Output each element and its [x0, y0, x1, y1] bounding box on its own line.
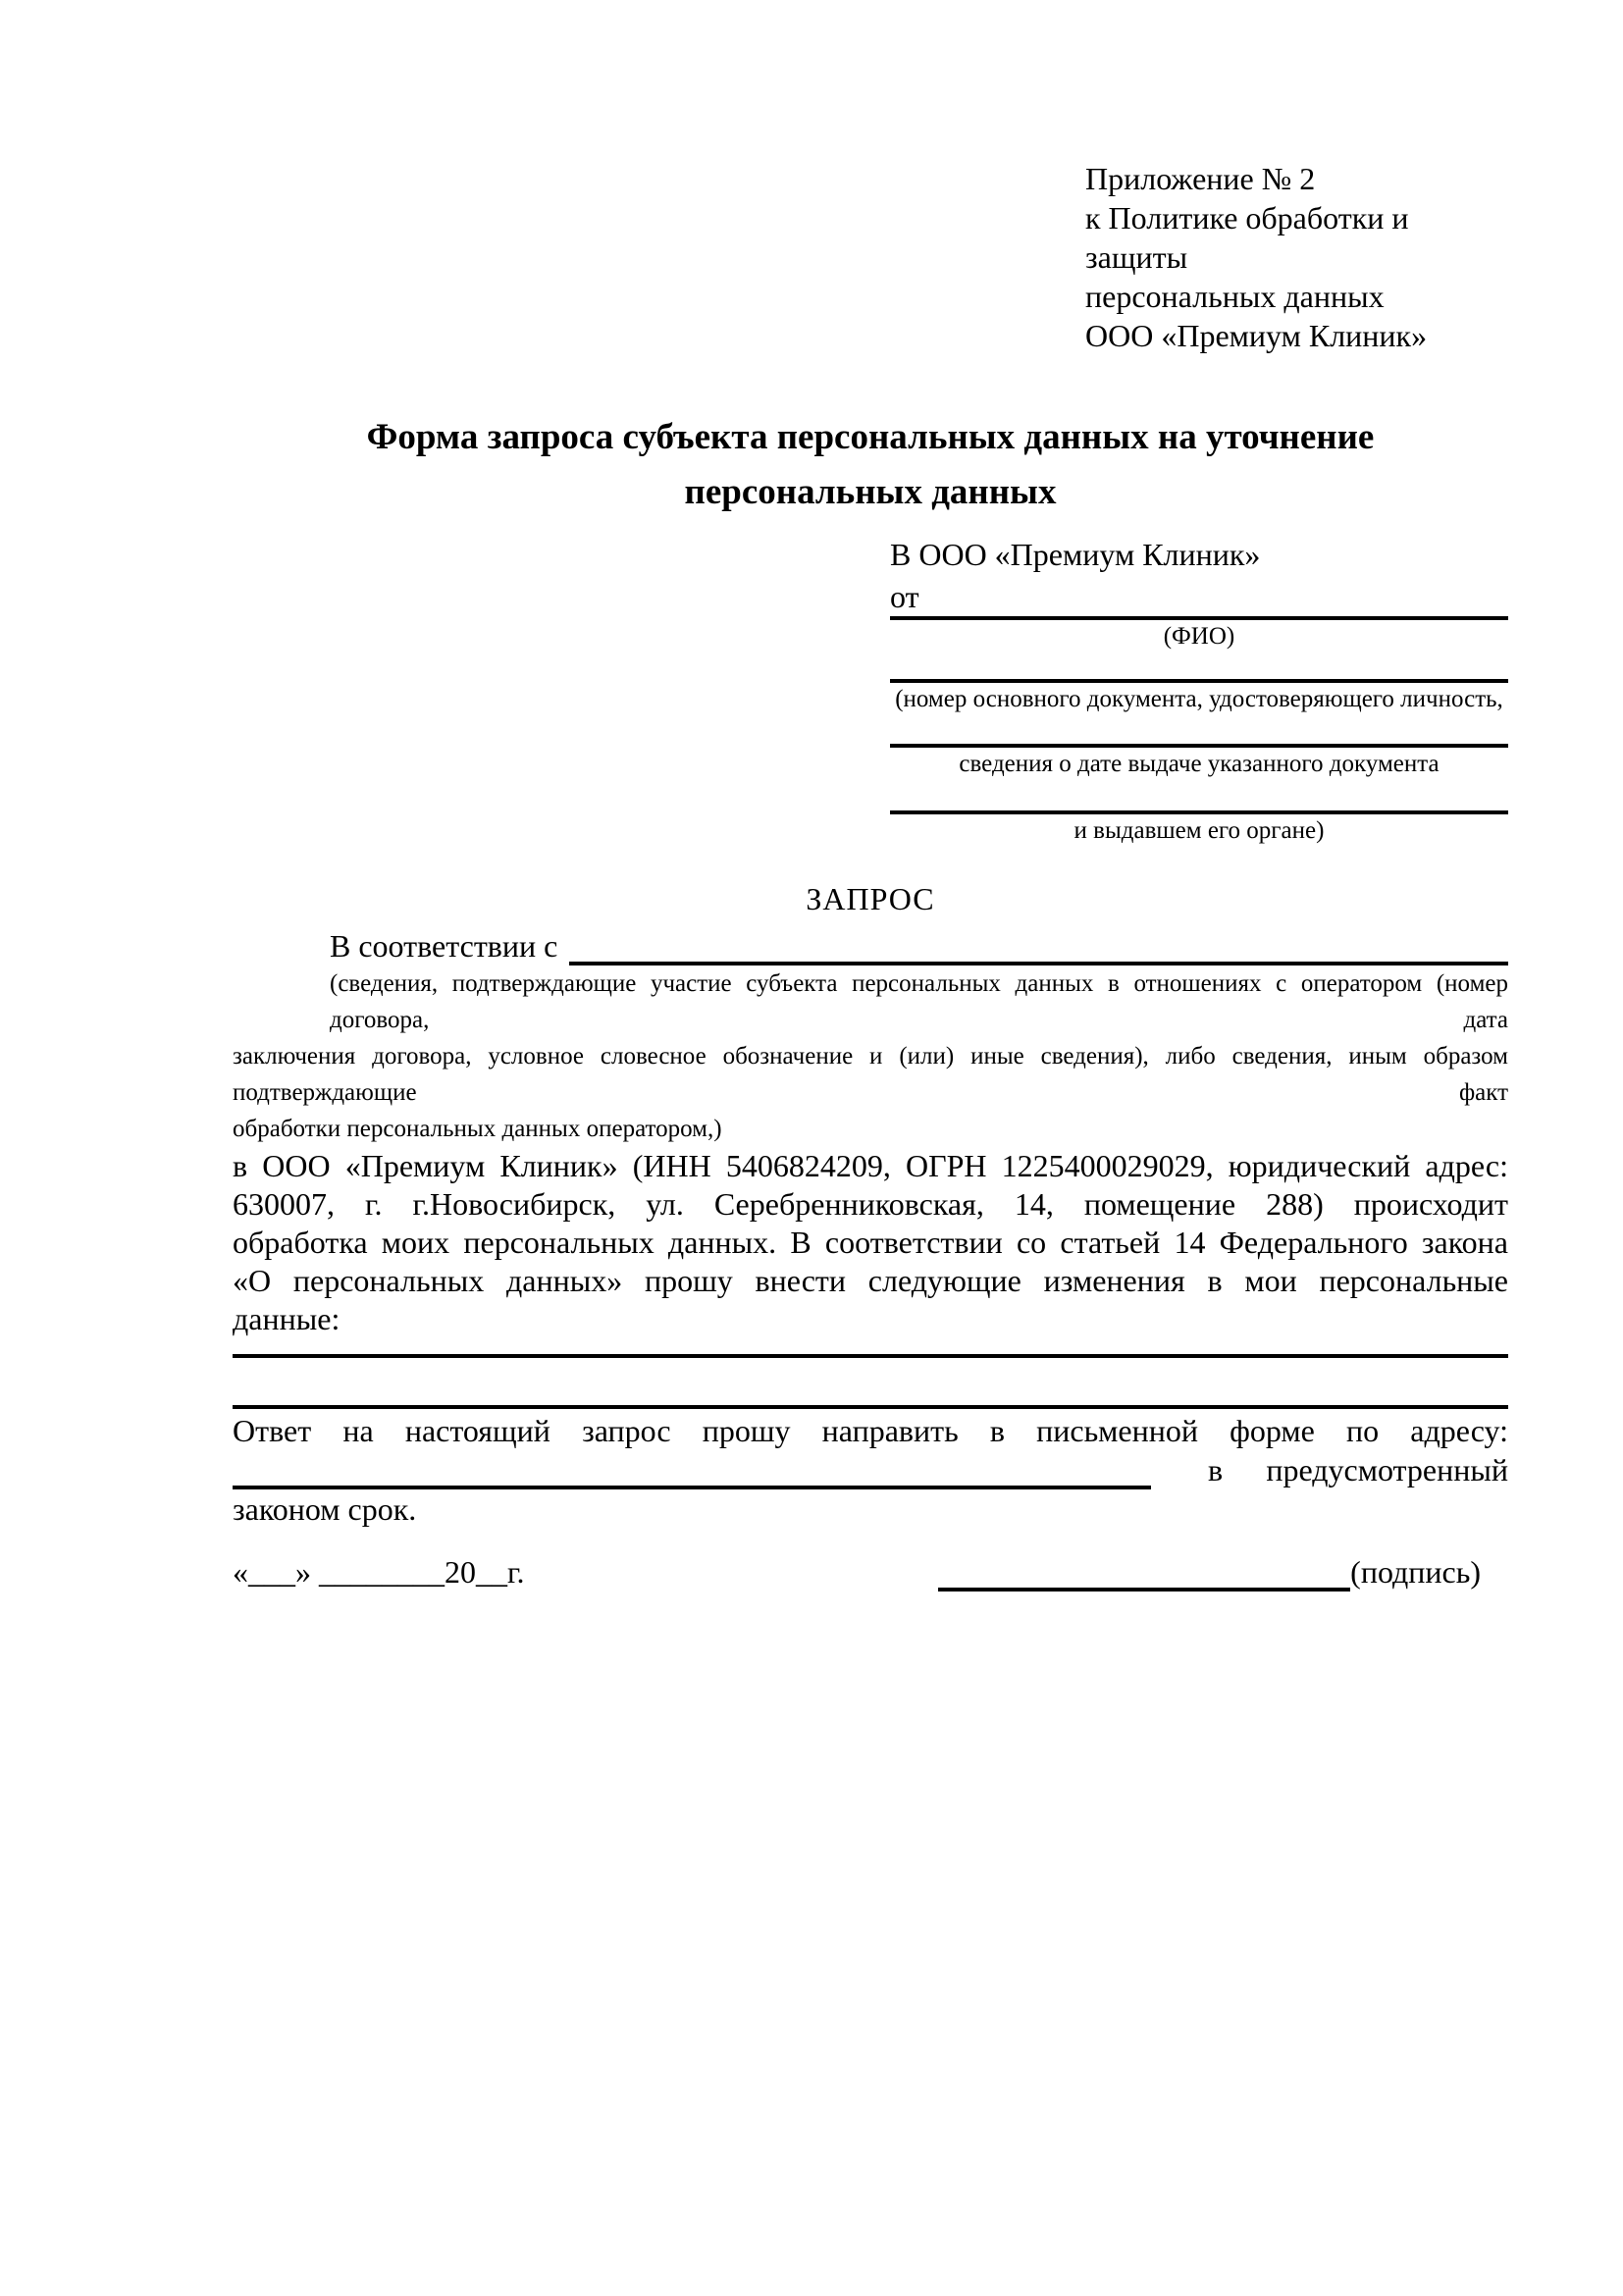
small-print-line: заключения договора, условное словесное обозначение и (или) иные сведения), либо сведения, иным образом подтверждающие факт — [233, 1043, 1508, 1106]
small-print-line: (сведения, подтверждающие участие субъекта персональных данных в отношениях с оператором (номер договора, дата — [330, 970, 1508, 1033]
signature-caption: (подпись) — [1350, 1554, 1481, 1590]
date-blank-field: «___» ________20__г. — [233, 1554, 525, 1590]
addressee-to: В ООО «Премиум Клиник» — [890, 537, 1261, 572]
address-blank-line — [233, 1452, 1151, 1489]
doc-number-caption: (номер основного документа, удостоверяющего личность, — [895, 686, 1503, 712]
appendix-line: Приложение № 2 — [1085, 161, 1316, 196]
body-line: обработка моих персональных данных. В соответствии со статьей 14 Федерального закона — [233, 1225, 1508, 1260]
form-title — [233, 410, 1508, 520]
appendix-line: персональных данных — [1085, 279, 1385, 314]
appendix-note — [1085, 159, 1508, 355]
small-print-line: обработки персональных данных оператором,) — [233, 1116, 722, 1142]
body-line: 630007, г. г.Новосибирск, ул. Серебренниковская, 14, помещение 288) происходит — [233, 1186, 1508, 1222]
reply-closing: законом срок. — [233, 1491, 417, 1527]
reply-sentence: Ответ на настоящий запрос прошу направить в письменной форме по адресу: — [233, 1413, 1508, 1448]
addressee-from-label: от — [890, 579, 919, 614]
according-label: В соответствии с — [330, 928, 558, 964]
changes-blank-line-2 — [233, 1358, 1508, 1409]
doc-issuer-caption: и выдавшем его органе) — [1073, 817, 1325, 844]
date-signature-row — [233, 1552, 1508, 1592]
according-blank-line — [569, 928, 1508, 965]
request-heading: ЗАПРОС — [806, 881, 935, 916]
reply-word-in: в — [1208, 1452, 1224, 1487]
doc-number-blank-line — [890, 653, 1508, 683]
fio-caption: (ФИО) — [1163, 623, 1235, 650]
appendix-line: к Политике обработки и защиты — [1085, 200, 1409, 275]
signature-blank-line — [938, 1554, 1350, 1592]
doc-issue-date-blank-line — [890, 716, 1508, 748]
body-line: «О персональных данных» прошу внести следующие изменения в мои персональные — [233, 1263, 1508, 1298]
reply-address-row — [233, 1450, 1508, 1489]
according-row — [233, 926, 1508, 965]
signature-group — [938, 1552, 1481, 1592]
form-title-line: персональных данных — [684, 472, 1057, 512]
reply-word-term: предусмотренный — [1266, 1452, 1508, 1487]
body-line: в ООО «Премиум Клиник» (ИНН 5406824209, ОГРН 1225400029029, юридический адрес: — [233, 1148, 1508, 1183]
body-paragraph — [233, 1147, 1508, 1338]
doc-issuer-blank-line — [890, 781, 1508, 814]
form-title-line: Форма запроса субъекта персональных данных на уточнение — [366, 417, 1375, 457]
body-line: данные: — [233, 1301, 340, 1336]
changes-blank-line-1 — [233, 1338, 1508, 1358]
doc-issue-date-caption: сведения о дате выдаче указанного документа — [959, 751, 1440, 777]
appendix-line: ООО «Премиум Клиник» — [1085, 318, 1428, 353]
small-print-note — [233, 965, 1508, 1147]
addressee-block — [890, 530, 1508, 848]
